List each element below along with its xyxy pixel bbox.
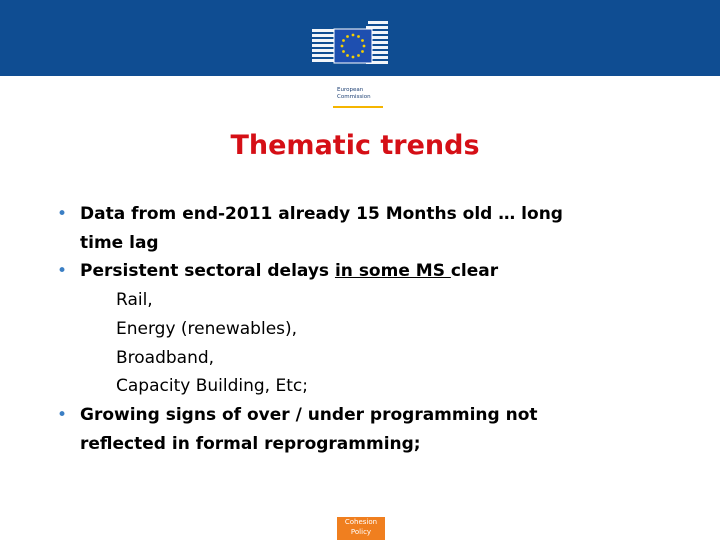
- bullet-list: [57, 200, 700, 458]
- bullet-text: Persistent sectoral delays: [80, 261, 335, 282]
- bullet-text: clear: [450, 261, 499, 282]
- logo-wordmark: European Commission: [337, 87, 371, 100]
- bullet-marker: •: [57, 261, 68, 282]
- bullet-marker: •: [57, 404, 68, 425]
- sub-item: Rail,: [116, 290, 153, 311]
- building-flag-graphic: [306, 13, 390, 73]
- bullet-text: Growing signs of over / under programming not: [80, 404, 538, 425]
- bullet-text: Data from end-2011 already 15 Months old … long: [80, 204, 563, 224]
- bullet-text: reflected in formal reprogramming;: [80, 433, 421, 454]
- badge-line-1: Cohesion: [344, 518, 378, 526]
- sub-item: Capacity Building, Etc;: [116, 376, 308, 397]
- logo-underline: [333, 106, 383, 108]
- bullet-marker: •: [57, 204, 68, 224]
- bullet-text: time lag: [80, 232, 159, 253]
- bullet-item: [57, 257, 700, 286]
- european-commission-logo: [306, 13, 390, 99]
- bullet-item: [57, 200, 700, 229]
- cohesion-policy-badge: [337, 517, 385, 540]
- sub-item: Broadband,: [116, 347, 215, 368]
- badge-line-2: Policy: [350, 528, 372, 536]
- underlined-text: in some MS: [334, 261, 451, 282]
- slide-title: Thematic trends: [230, 130, 480, 161]
- sub-item: Energy (renewables),: [116, 318, 298, 339]
- bullet-text-continued: [80, 229, 700, 258]
- bullet-item: [57, 401, 700, 430]
- bullet-text-continued: [80, 430, 700, 459]
